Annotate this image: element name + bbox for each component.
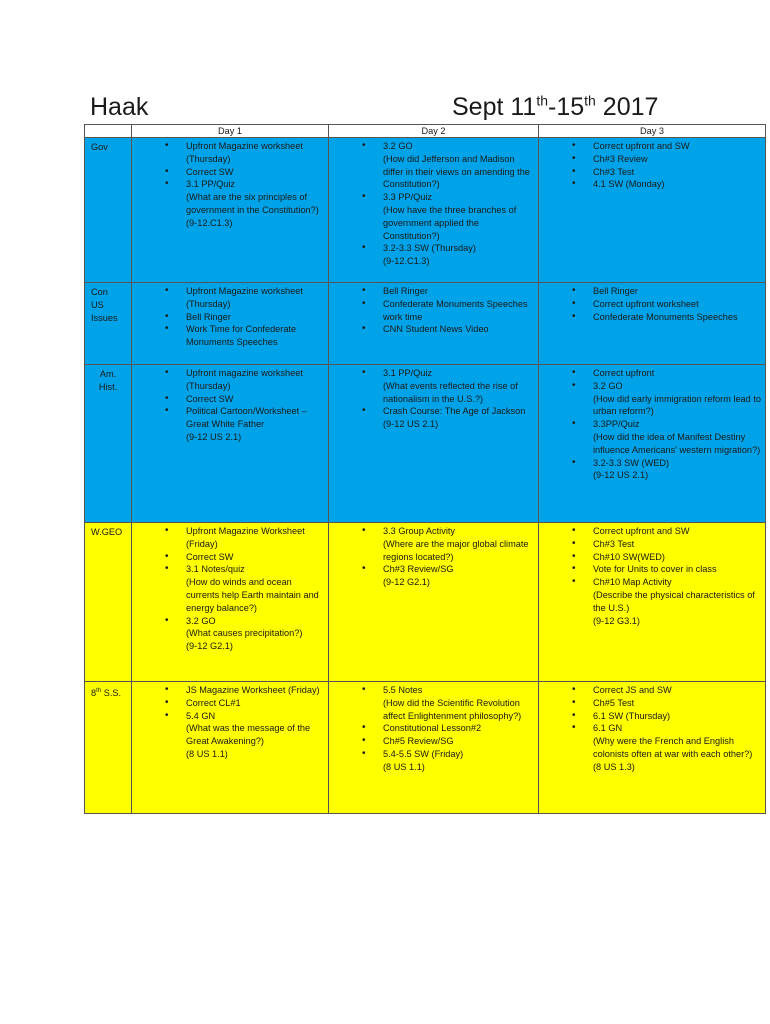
activity-item: • 3.2-3.3 SW (Thursday) (9-12.C1.3) (329, 242, 534, 268)
activity-item: • Confederate Monuments Speeches work time (329, 298, 534, 324)
activity-list (132, 138, 328, 236)
cell-day2 (329, 138, 539, 283)
activity-item: • 4.1 SW (Monday) (539, 178, 761, 191)
activity-item: • JS Magazine Worksheet (Friday) (132, 684, 324, 697)
date-year: 2017 (595, 93, 659, 121)
activity-item: • Ch#3 Test (539, 166, 761, 179)
activity-item: • Bell Ringer (539, 285, 761, 298)
activity-list (329, 365, 538, 437)
activity-item: • Crash Course: The Age of Jackson (9-12 US 2.1) (329, 405, 534, 431)
activity-item: • Correct SW (132, 166, 324, 179)
activity-list (132, 283, 328, 355)
table-row (85, 283, 766, 365)
activity-list (539, 523, 765, 633)
activity-item: • 3.1 PP/Quiz (What events reflected the rise of nationalism in the U.S.?) (329, 367, 534, 405)
activity-item: • 3.3 Group Activity (Where are the major global climate regions located?) (329, 525, 534, 563)
activity-item: • Ch#10 Map Activity (Describe the physical characteristics of the U.S.) (9-12 G3.1) (539, 576, 761, 627)
cell-day2 (329, 523, 539, 682)
activity-item: • Ch#10 SW(WED) (539, 551, 761, 564)
cell-day3 (539, 523, 766, 682)
date-end: -15 (548, 93, 585, 121)
activity-item: • Upfront Magazine worksheet (Thursday) (132, 285, 324, 311)
activity-item: • Correct CL#1 (132, 697, 324, 710)
activity-list (539, 365, 765, 488)
activity-list (329, 523, 538, 595)
activity-item: • 5.4 GN (What was the message of the Great Awakening?) (8 US 1.1) (132, 710, 324, 761)
subject-label-tail: S.S. (101, 688, 122, 699)
date-start: Sept 11 (452, 93, 537, 121)
lesson-plan-table (84, 124, 766, 814)
date-suffix-2: th (584, 92, 596, 109)
subject-cell (85, 365, 132, 523)
cell-day2 (329, 682, 539, 814)
table-row (85, 138, 766, 283)
activity-item: • Correct upfront and SW (539, 525, 761, 538)
subject-label: Gov (91, 142, 108, 152)
activity-list (132, 365, 328, 450)
activity-list (329, 682, 538, 780)
activity-item: • 3.3PP/Quiz (How did the idea of Manifest Destiny influence Americans' western migration?) (539, 418, 761, 456)
activity-item: • Correct JS and SW (539, 684, 761, 697)
activity-item: • Constitutional Lesson#2 (329, 722, 534, 735)
subject-cell (85, 138, 132, 283)
activity-list (132, 523, 328, 659)
activity-item: • 3.2-3.3 SW (WED) (9-12 US 2.1) (539, 457, 761, 483)
subject-label-suffix: th (96, 688, 102, 694)
date-suffix-1: th (536, 92, 549, 109)
subject-label: Am. Hist. (98, 369, 118, 392)
activity-item: • Correct upfront (539, 367, 761, 380)
activity-item: • Correct SW (132, 393, 324, 406)
activity-item: • 3.2 GO (How did Jefferson and Madison differ in their views on amending the Constitution?) (329, 140, 534, 191)
activity-list (539, 283, 765, 329)
activity-list (539, 138, 765, 197)
header-day2: Day 2 (329, 125, 539, 138)
table-header-row (85, 125, 766, 138)
activity-item: • Bell Ringer (132, 311, 324, 324)
subject-label: 8 (91, 688, 97, 699)
subject-label: W.GEO (91, 527, 123, 537)
activity-list (329, 283, 538, 342)
activity-item: • Ch#5 Test (539, 697, 761, 710)
cell-day1 (132, 682, 329, 814)
activity-item: • Ch#3 Review/SG (9-12 G2.1) (329, 563, 534, 589)
header-subject (85, 125, 132, 138)
cell-day2 (329, 365, 539, 523)
table-row (85, 523, 766, 682)
activity-item: • Vote for Units to cover in class (539, 563, 761, 576)
activity-item: • Correct upfront and SW (539, 140, 761, 153)
cell-day1 (132, 138, 329, 283)
activity-item: • Upfront Magazine Worksheet (Friday) (132, 525, 324, 551)
subject-cell (85, 682, 132, 814)
activity-item: • 6.1 GN (Why were the French and English colonists often at war with each other?) (8 US 1.3) (539, 722, 761, 773)
activity-item: • Correct upfront worksheet (539, 298, 761, 311)
activity-item: • 3.1 Notes/quiz (How do winds and ocean currents help Earth maintain and energy balance?) (132, 563, 324, 614)
subject-cell (85, 283, 132, 365)
activity-item: • Correct SW (132, 551, 324, 564)
week-date-range (452, 92, 658, 122)
cell-day3 (539, 138, 766, 283)
cell-day1 (132, 283, 329, 365)
cell-day1 (132, 365, 329, 523)
cell-day3 (539, 283, 766, 365)
header-day1: Day 1 (132, 125, 329, 138)
header-day3: Day 3 (539, 125, 766, 138)
cell-day2 (329, 283, 539, 365)
activity-item: • Confederate Monuments Speeches (539, 311, 761, 324)
subject-label: Con US Issues (91, 287, 118, 323)
cell-day3 (539, 365, 766, 523)
activity-list (539, 682, 765, 780)
teacher-name: Haak (90, 93, 149, 121)
activity-item: • Ch#3 Test (539, 538, 761, 551)
subject-cell (85, 523, 132, 682)
table-row (85, 365, 766, 523)
activity-item: • 3.2 GO (How did early immigration reform lead to urban reform?) (539, 380, 761, 418)
activity-item: • Upfront magazine worksheet (Thursday) (132, 367, 324, 393)
activity-item: • Ch#5 Review/SG (329, 735, 534, 748)
table-row (85, 682, 766, 814)
activity-item: • CNN Student News Video (329, 323, 534, 336)
activity-item: • Work Time for Confederate Monuments Speeches (132, 323, 324, 349)
activity-item: • 5.5 Notes (How did the Scientific Revolution affect Enlightenment philosophy?) (329, 684, 534, 722)
activity-list (329, 138, 538, 274)
activity-list (132, 682, 328, 767)
cell-day1 (132, 523, 329, 682)
activity-item: • Political Cartoon/Worksheet – Great White Father (9-12 US 2.1) (132, 405, 324, 443)
activity-item: • Ch#3 Review (539, 153, 761, 166)
activity-item: • 6.1 SW (Thursday) (539, 710, 761, 723)
activity-item: • Bell Ringer (329, 285, 534, 298)
cell-day3 (539, 682, 766, 814)
activity-item: • 5.4-5.5 SW (Friday) (8 US 1.1) (329, 748, 534, 774)
activity-item: • Upfront Magazine worksheet (Thursday) (132, 140, 324, 166)
activity-item: • 3.3 PP/Quiz (How have the three branches of government applied the Constitution?) (329, 191, 534, 242)
activity-item: • 3.1 PP/Quiz (What are the six principles of government in the Constitution?) (9-12.C1.3) (132, 178, 324, 229)
activity-item: • 3.2 GO (What causes precipitation?) (9-12 G2.1) (132, 615, 324, 653)
